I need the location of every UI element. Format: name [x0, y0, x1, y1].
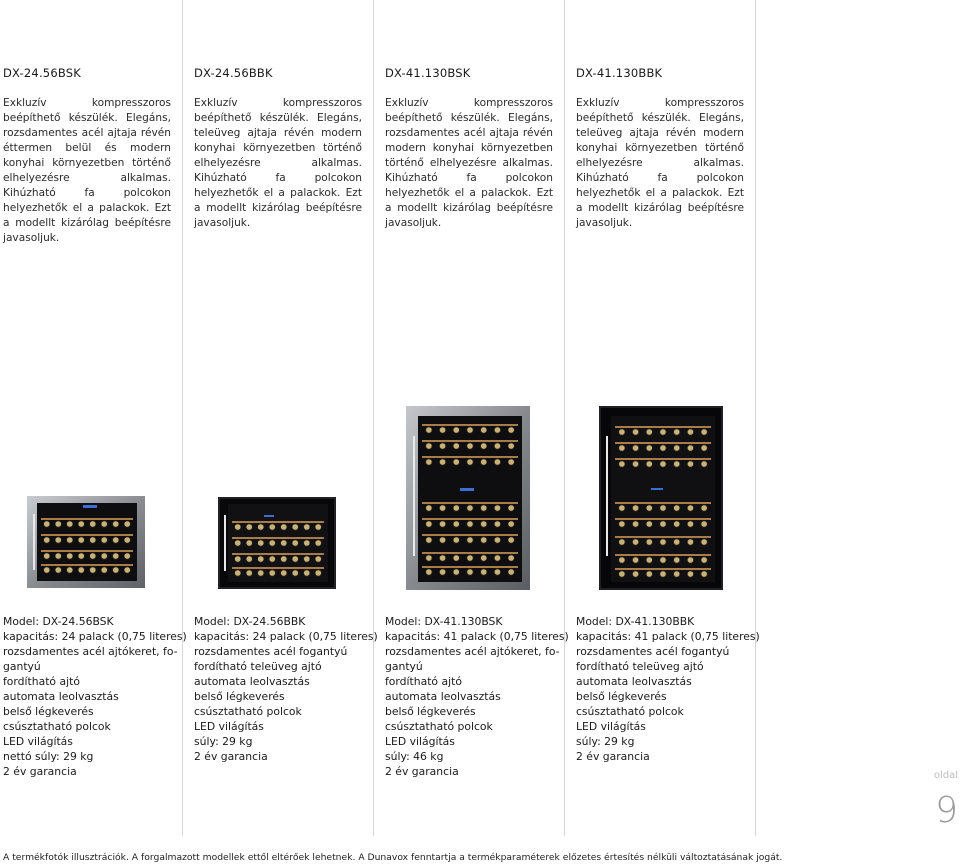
bottle [426, 537, 432, 543]
bottle [439, 521, 445, 527]
bottle [67, 521, 73, 527]
spec-line: Model: DX-24.56BBK [194, 615, 306, 628]
shelf [615, 458, 711, 460]
bottle [44, 521, 50, 527]
shelf [422, 518, 518, 520]
spec-line: automata leolvasztás [385, 690, 501, 703]
bottle [67, 537, 73, 543]
product-title: DX-24.56BSK [3, 66, 81, 80]
bottle [90, 537, 96, 543]
shelf [41, 534, 133, 536]
bottle [453, 459, 459, 465]
spec-line: súly: 29 kg [194, 735, 253, 748]
bottle [660, 461, 666, 467]
bottle [674, 557, 680, 563]
bottle [101, 537, 107, 543]
bottle [90, 553, 96, 559]
wine-cooler-image [27, 496, 145, 588]
spec-line: fordítható teleüveg ajtó [194, 660, 322, 673]
bottle [481, 443, 487, 449]
shelf [422, 552, 518, 554]
spec-line: csúsztatható polcok [194, 705, 302, 718]
bottle [481, 521, 487, 527]
spec-line: súly: 29 kg [576, 735, 635, 748]
bottle [508, 569, 514, 575]
spec-line: gantyú [385, 660, 423, 673]
bottle [426, 427, 432, 433]
bottle [508, 521, 514, 527]
spec-line: 2 év garancia [385, 765, 459, 778]
product-title: DX-41.130BBK [576, 66, 663, 80]
bottle [467, 443, 473, 449]
bottle [674, 505, 680, 511]
spec-line: 2 év garancia [194, 750, 268, 763]
bottle [481, 427, 487, 433]
bottle [269, 540, 275, 546]
shelf [615, 442, 711, 444]
spec-line: kapacitás: 41 palack (0,75 literes) [576, 630, 760, 643]
bottle [235, 570, 241, 576]
bottle [439, 569, 445, 575]
bottle [646, 557, 652, 563]
shelf [232, 553, 324, 555]
bottle [269, 524, 275, 530]
spec-line: gantyú [3, 660, 41, 673]
spec-line: 2 év garancia [576, 750, 650, 763]
bottle [687, 571, 693, 577]
bottle [304, 540, 310, 546]
bottle [701, 521, 707, 527]
product-specs [194, 614, 378, 764]
bottle [113, 521, 119, 527]
bottle [494, 459, 500, 465]
spec-line: automata leolvasztás [576, 675, 692, 688]
bottle [292, 570, 298, 576]
bottle [292, 524, 298, 530]
bottle [494, 521, 500, 527]
bottle [632, 445, 638, 451]
bottle [632, 571, 638, 577]
bottle [494, 427, 500, 433]
bottle [687, 521, 693, 527]
bottle [619, 461, 625, 467]
bottle [113, 537, 119, 543]
bottle [674, 461, 680, 467]
bottle [481, 537, 487, 543]
bottle [235, 540, 241, 546]
bottle [508, 427, 514, 433]
shelf [615, 502, 711, 504]
bottle [467, 537, 473, 543]
bottle [508, 555, 514, 561]
bottle [235, 556, 241, 562]
bottle [687, 539, 693, 545]
bottle [660, 429, 666, 435]
bottle [292, 540, 298, 546]
bottle [235, 524, 241, 530]
footer-disclaimer: A termékfotók illusztrációk. A forgalmazott modellek ettől eltérőek lehetnek. A Dunavox fenntartja a termékparaméterek előzetes értesítés nélküli változtatásának jogát. [3, 852, 783, 863]
bottle [44, 553, 50, 559]
bottle [508, 505, 514, 511]
wine-cooler-image [406, 406, 530, 590]
bottle [646, 461, 652, 467]
bottle [439, 555, 445, 561]
bottle [701, 557, 707, 563]
bottle [632, 521, 638, 527]
shelf [615, 518, 711, 520]
spec-line: LED világítás [385, 735, 455, 748]
spec-line: Model: DX-24.56BSK [3, 615, 114, 628]
shelf [232, 521, 324, 523]
bottle [619, 429, 625, 435]
shelf [41, 550, 133, 552]
bottle [508, 459, 514, 465]
bottle [258, 570, 264, 576]
bottle [67, 553, 73, 559]
bottle [646, 505, 652, 511]
bottle [481, 505, 487, 511]
product-title: DX-41.130BSK [385, 66, 471, 80]
bottle [426, 505, 432, 511]
bottle [467, 521, 473, 527]
shelf [615, 568, 711, 570]
spec-line: súly: 46 kg [385, 750, 444, 763]
bottle [439, 427, 445, 433]
shelf [422, 502, 518, 504]
bottle [701, 539, 707, 545]
spec-line: fordítható teleüveg ajtó [576, 660, 704, 673]
bottle [632, 539, 638, 545]
bottle [304, 524, 310, 530]
bottle [258, 556, 264, 562]
bottle [467, 555, 473, 561]
bottle [439, 459, 445, 465]
spec-line: belső légkeverés [385, 705, 476, 718]
spec-line: fordítható ajtó [385, 675, 462, 688]
spec-line: fordítható ajtó [3, 675, 80, 688]
product-description: Exkluzív kompresszoros beépíthető készülék. Elegáns, teleüveg ajtaja révén modern konyhai környezetben történő elhelyezésre alkalmas. Kihúzható fa polcokon helyezhetők el a palackok. Ezt a modellt kizárólag beépítésre javasoljuk. [576, 97, 744, 229]
product-specs [3, 614, 187, 779]
bottle [660, 571, 666, 577]
bottle [660, 505, 666, 511]
bottle [292, 556, 298, 562]
bottle [687, 461, 693, 467]
bottle [281, 540, 287, 546]
spec-line: rozsdamentes acél ajtókeret, fo- [3, 645, 178, 658]
bottle [632, 429, 638, 435]
bottle [113, 553, 119, 559]
bottle [78, 521, 84, 527]
bottle [453, 569, 459, 575]
bottle [439, 537, 445, 543]
shelf [422, 440, 518, 442]
bottle [646, 539, 652, 545]
bottle [494, 555, 500, 561]
bottle [453, 537, 459, 543]
bottle [269, 570, 275, 576]
bottle [453, 521, 459, 527]
bottle [246, 524, 252, 530]
spec-line: Model: DX-41.130BBK [576, 615, 695, 628]
product-specs [385, 614, 569, 779]
bottle [467, 569, 473, 575]
shelf [41, 518, 133, 520]
bottle [246, 570, 252, 576]
bottle [660, 539, 666, 545]
bottle [315, 570, 321, 576]
product-description: Exkluzív kompresszoros beépíthető készülék. Elegáns, rozsdamentes acél ajtaja révén éttermen belül és modern konyhai környezetben történő elhelyezésre alkalmas. Kihúzható fa polcokon helyezhetők el a palackok. Ezt a modellt kizárólag beépítésre javasoljuk. [3, 97, 171, 244]
shelf [232, 537, 324, 539]
bottle [494, 505, 500, 511]
bottle [674, 571, 680, 577]
bottle [701, 445, 707, 451]
bottle [426, 521, 432, 527]
bottle [304, 570, 310, 576]
bottle [55, 567, 61, 573]
bottle [315, 540, 321, 546]
bottle [55, 521, 61, 527]
bottle [44, 537, 50, 543]
bottle [467, 459, 473, 465]
bottle [124, 553, 130, 559]
bottle [439, 443, 445, 449]
bottle [453, 443, 459, 449]
bottle [481, 569, 487, 575]
bottle [453, 505, 459, 511]
product-description: Exkluzív kompresszoros beépíthető készülék. Elegáns, teleüveg ajtaja révén modern konyhai környezetben történő elhelyezésre alkalmas. Kihúzható fa polcokon helyezhetők el a palackok. Ezt a modellt kizárólag beépítésre javasoljuk. [194, 97, 362, 229]
product-specs [576, 614, 760, 764]
bottle [619, 571, 625, 577]
bottle [246, 556, 252, 562]
bottle [646, 445, 652, 451]
bottle [481, 459, 487, 465]
shelf [41, 564, 133, 566]
bottle [246, 540, 252, 546]
bottle [281, 556, 287, 562]
bottle [426, 555, 432, 561]
bottle [258, 524, 264, 530]
bottle [619, 445, 625, 451]
bottle [494, 537, 500, 543]
bottle [426, 443, 432, 449]
shelf [422, 456, 518, 458]
bottle [269, 556, 275, 562]
bottle [619, 521, 625, 527]
bottle [674, 445, 680, 451]
bottle [674, 429, 680, 435]
bottle [687, 429, 693, 435]
bottle [315, 556, 321, 562]
spec-line: 2 év garancia [3, 765, 77, 778]
bottle [67, 567, 73, 573]
wine-cooler-image [218, 497, 336, 589]
bottle [101, 567, 107, 573]
spec-line: rozsdamentes acél fogantyú [194, 645, 348, 658]
shelf [232, 567, 324, 569]
shelf [615, 426, 711, 428]
bottle [674, 539, 680, 545]
bottle [124, 567, 130, 573]
page-label: oldal [933, 770, 958, 781]
spec-line: belső légkeverés [194, 690, 285, 703]
shelf [422, 534, 518, 536]
shelf [422, 424, 518, 426]
bottle [701, 571, 707, 577]
spec-line: automata leolvasztás [194, 675, 310, 688]
bottle [90, 567, 96, 573]
spec-line: csúsztatható polcok [576, 705, 684, 718]
bottle [78, 553, 84, 559]
bottle [646, 571, 652, 577]
bottle [619, 557, 625, 563]
bottle [315, 524, 321, 530]
bottle [632, 505, 638, 511]
bottle [619, 505, 625, 511]
bottle [78, 537, 84, 543]
bottle [674, 521, 680, 527]
bottle [55, 553, 61, 559]
shelf [422, 566, 518, 568]
shelf [615, 536, 711, 538]
bottle [453, 555, 459, 561]
bottle [632, 557, 638, 563]
spec-line: kapacitás: 24 palack (0,75 literes) [194, 630, 378, 643]
spec-line: automata leolvasztás [3, 690, 119, 703]
bottle [124, 521, 130, 527]
bottle [124, 537, 130, 543]
spec-line: csúsztatható polcok [3, 720, 111, 733]
bottle [101, 553, 107, 559]
bottle [439, 505, 445, 511]
product-title: DX-24.56BBK [194, 66, 273, 80]
bottle [632, 461, 638, 467]
bottle [44, 567, 50, 573]
bottle [258, 540, 264, 546]
spec-line: kapacitás: 41 palack (0,75 literes) [385, 630, 569, 643]
bottle [701, 505, 707, 511]
bottle [660, 521, 666, 527]
bottle [101, 521, 107, 527]
bottle [55, 537, 61, 543]
bottle [90, 521, 96, 527]
bottle [304, 556, 310, 562]
spec-line: belső légkeverés [576, 690, 667, 703]
bottle [508, 443, 514, 449]
bottle [281, 524, 287, 530]
shelf [615, 554, 711, 556]
bottle [687, 557, 693, 563]
spec-line: LED világítás [3, 735, 73, 748]
spec-line: csúsztatható polcok [385, 720, 493, 733]
spec-line: kapacitás: 24 palack (0,75 literes) [3, 630, 187, 643]
bottle [78, 567, 84, 573]
bottle [453, 427, 459, 433]
bottle [281, 570, 287, 576]
wine-cooler-image [599, 406, 723, 590]
bottle [646, 429, 652, 435]
spec-line: rozsdamentes acél ajtókeret, fo- [385, 645, 560, 658]
bottle [467, 427, 473, 433]
page-number: 9 [935, 790, 958, 831]
bottle [687, 445, 693, 451]
bottle [426, 459, 432, 465]
bottle [508, 537, 514, 543]
spec-line: Model: DX-41.130BSK [385, 615, 503, 628]
bottle [494, 569, 500, 575]
bottle [494, 443, 500, 449]
bottle [467, 505, 473, 511]
spec-line: nettó súly: 29 kg [3, 750, 94, 763]
bottle [426, 569, 432, 575]
bottle [660, 445, 666, 451]
bottle [687, 505, 693, 511]
spec-line: LED világítás [194, 720, 264, 733]
bottle [619, 539, 625, 545]
bottle [481, 555, 487, 561]
bottle [701, 429, 707, 435]
bottle [113, 567, 119, 573]
spec-line: rozsdamentes acél fogantyú [576, 645, 730, 658]
bottle [701, 461, 707, 467]
spec-line: belső légkeverés [3, 705, 94, 718]
bottle [646, 521, 652, 527]
bottle [660, 557, 666, 563]
product-description: Exkluzív kompresszoros beépíthető készülék. Elegáns, rozsdamentes acél ajtaja révén modern konyhai környezetben történő elhelyezésre alkalmas. Kihúzható fa polcokon helyezhetők el a palackok. Ezt a modellt kizárólag beépítésre javasoljuk. [385, 97, 553, 229]
spec-line: LED világítás [576, 720, 646, 733]
